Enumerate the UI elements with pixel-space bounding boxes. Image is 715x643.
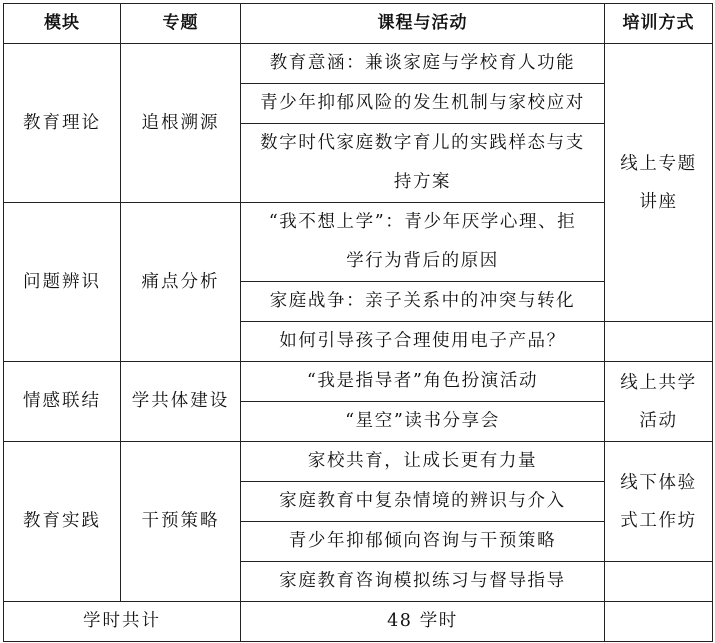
course-cell: 如何引导孩子合理使用电子产品？: [241, 322, 605, 362]
total-mode-empty: [605, 602, 713, 642]
course-line: “我不想上学”：青少年厌学心理、拒: [268, 212, 577, 232]
module-cell: 问题辨识: [4, 203, 121, 362]
course-line: 学行为背后的原因: [346, 251, 499, 271]
module-cell: 情感联结: [4, 362, 121, 442]
topic-cell: 干预策略: [121, 442, 241, 602]
mode-cell: [605, 362, 713, 442]
header-course: 课程与活动: [241, 4, 605, 44]
header-topic: 专题: [121, 4, 241, 44]
topic-cell: 追根溯源: [121, 44, 241, 203]
mode-line: 活动: [639, 410, 678, 431]
header-row: [4, 4, 713, 44]
course-cell: [241, 124, 605, 203]
course-cell: 家校共育，让成长更有力量: [241, 442, 605, 482]
course-cell: 家庭教育中复杂情境的辨识与介入: [241, 482, 605, 522]
module-cell: 教育理论: [4, 44, 121, 203]
header-mode: 培训方式: [605, 4, 713, 44]
total-label: 学时共计: [4, 602, 241, 642]
total-value: 48 学时: [241, 602, 605, 642]
course-cell: “我是指导者”角色扮演活动: [241, 362, 605, 402]
topic-cell: 学共体建设: [121, 362, 241, 442]
course-cell: 青少年抑郁倾向咨询与干预策略: [241, 522, 605, 562]
training-schedule: [3, 3, 712, 640]
course-cell: 家庭战争：亲子关系中的冲突与转化: [241, 282, 605, 322]
mode-line: 线上共学: [620, 372, 697, 393]
table-row: [4, 442, 713, 482]
course-cell: 青少年抑郁风险的发生机制与家校应对: [241, 84, 605, 124]
table-row: [4, 362, 713, 402]
schedule-table: [3, 3, 713, 642]
mode-cell: [605, 44, 713, 322]
mode-cell-empty: [605, 322, 713, 362]
total-row: [4, 602, 713, 642]
topic-cell: 痛点分析: [121, 203, 241, 362]
course-cell: 教育意涵：兼谈家庭与学校育人功能: [241, 44, 605, 84]
mode-line: 线下体验: [620, 472, 697, 493]
mode-cell-empty: [605, 562, 713, 602]
course-line: 数字时代家庭数字育儿的实践样态与支: [260, 133, 585, 153]
course-cell: “星空”读书分享会: [241, 402, 605, 442]
mode-line: 式工作坊: [620, 510, 697, 531]
course-cell: 家庭教育咨询模拟练习与督导指导: [241, 562, 605, 602]
mode-cell: [605, 442, 713, 562]
mode-line: 线上专题: [620, 153, 697, 174]
header-module: 模块: [4, 4, 121, 44]
course-cell: [241, 203, 605, 282]
module-cell: 教育实践: [4, 442, 121, 602]
mode-line: 讲座: [639, 191, 678, 212]
course-line: 持方案: [393, 172, 452, 192]
table-row: [4, 44, 713, 84]
